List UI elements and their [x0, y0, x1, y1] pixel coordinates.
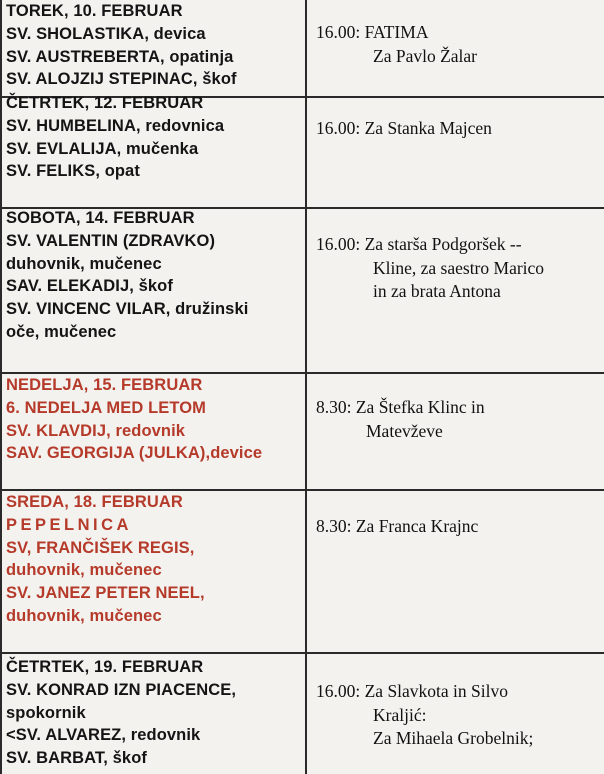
mass-line: 8.30: Za Štefka Klinc in [316, 397, 485, 417]
mass-line: Matevževe [366, 420, 443, 441]
day-cell [6, 374, 304, 465]
mass-line: 16.00: FATIMA [316, 22, 429, 42]
mass-cell [316, 117, 598, 141]
mass-line: Kline, za saestro Marico [373, 257, 545, 278]
mass-line: in za brata Antona [373, 281, 501, 301]
day-heading: ČETRTEK, 12. FEBRUAR [6, 94, 204, 112]
saint-line: SV. BARBAT, škof [6, 749, 147, 768]
saint-line: SAV. GEORGIJA (JULKA),device [6, 444, 263, 463]
mass-cell [316, 21, 598, 68]
saint-line: oče, mučenec [6, 322, 117, 341]
day-heading: SOBOTA, 14. FEBRUAR [6, 209, 195, 227]
saint-line: SV. ALOJZIJ STEPINAC, škof [6, 70, 237, 89]
saint-line: SV. SHOLASTIKA, devica [6, 24, 206, 43]
saint-line: SV. KONRAD IZN PIACENCE, [6, 680, 237, 699]
day-cell [6, 92, 304, 183]
day-cell [6, 491, 304, 628]
saint-line: <SV. ALVAREZ, redovnik [6, 726, 201, 745]
saint-line: SV. VINCENC VILAR, družinski [6, 300, 249, 319]
saint-line: duhovnik, mučenec [6, 254, 162, 273]
mass-line: Za Mihaela Grobelnik; [373, 728, 534, 748]
saint-line: SV. AUSTREBERTA, opatinja [6, 47, 234, 66]
column-divider [305, 0, 307, 774]
feast-title: PEPELNICA [6, 515, 132, 534]
mass-line: Kraljić: [373, 704, 427, 725]
day-heading: NEDELJA, 15. FEBRUAR [6, 376, 203, 394]
mass-line: 16.00: Za staršа Podgoršek -- [316, 234, 522, 254]
saint-line: SV. EVLALIJA, mučenka [6, 139, 199, 158]
saint-line: SAV. ELEKADIJ, škof [6, 277, 173, 296]
row-divider [0, 652, 604, 654]
saint-line: duhovnik, mučenec [6, 606, 162, 625]
saint-line: SV. KLAVDIJ, redovnik [6, 421, 186, 440]
day-heading: SREDA, 18. FEBRUAR [6, 493, 183, 511]
saint-line: SV. VALENTIN (ZDRAVKO) [6, 231, 216, 250]
mass-cell [316, 233, 598, 304]
day-cell [6, 0, 304, 91]
saint-line: spokornik [6, 703, 86, 722]
day-cell [6, 656, 304, 770]
saint-line: duhovnik, mučenec [6, 561, 162, 580]
mass-cell [316, 515, 598, 539]
day-heading: ČETRTEK, 19. FEBRUAR [6, 658, 204, 676]
saint-line: SV. JANEZ PETER NEEL, [6, 584, 205, 603]
mass-line: 8.30: Za Franca Krajnc [316, 516, 479, 536]
mass-cell [316, 680, 598, 751]
mass-line: 16.00: Za Stanka Majcen [316, 118, 492, 138]
day-heading: TOREK, 10. FEBRUAR [6, 2, 183, 20]
saint-line: SV, FRANČIŠEK REGIS, [6, 538, 195, 557]
mass-cell [316, 396, 598, 443]
mass-line: 16.00: Za Slavkota in Silvo [316, 681, 509, 701]
mass-line: Za Pavlo Žalar [373, 45, 477, 66]
saint-line: SV. HUMBELINA, redovnica [6, 116, 225, 135]
saint-line: SV. FELIKS, opat [6, 162, 140, 181]
table-left-border [0, 0, 2, 774]
saint-line: 6. NEDELJA MED LETOM [6, 398, 207, 417]
day-cell [6, 207, 304, 344]
